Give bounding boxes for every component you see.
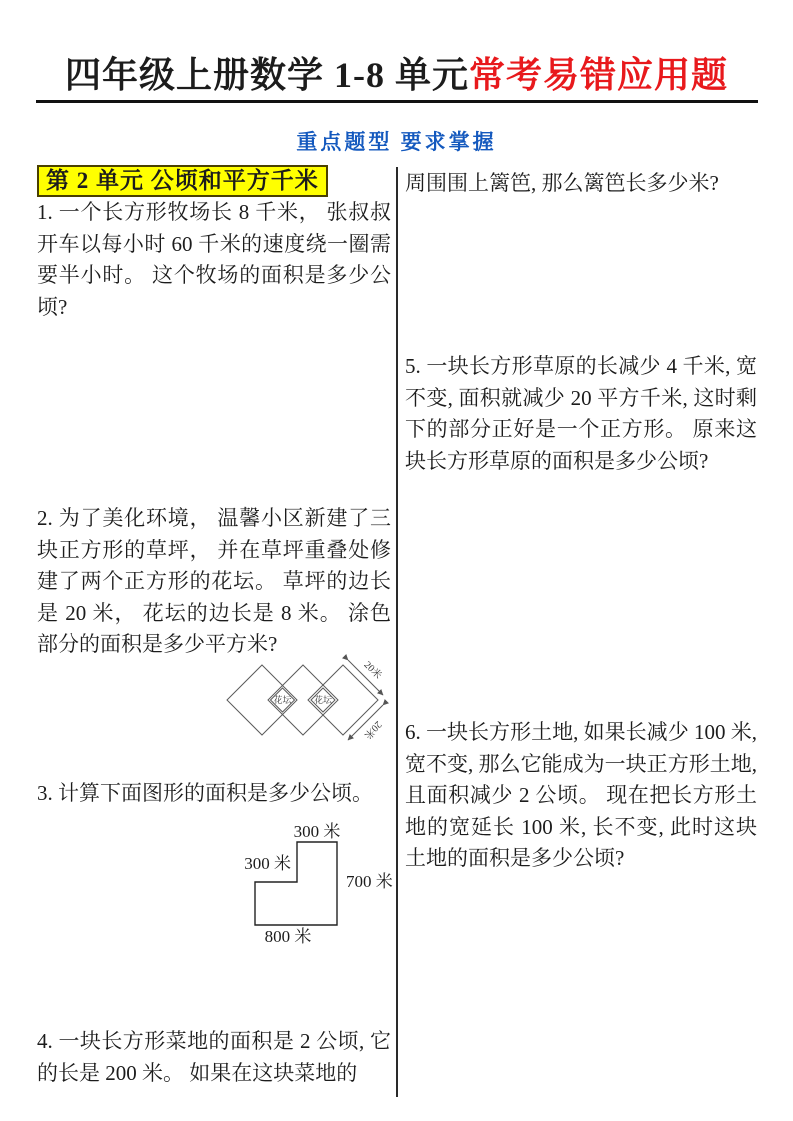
l-shape-dim-bottom: 800 米 (264, 927, 312, 946)
l-shape-dim-right: 700 米 (346, 872, 393, 891)
l-shape-dim-top: 300 米 (293, 822, 341, 841)
flowerbed-label-1: 花坛 (273, 695, 292, 705)
figure-overlapping-squares (222, 648, 400, 770)
problem-5-text: 5. 一块长方形草原的长减少 4 千米, 宽不变, 面积就减少 20 平方千米, 这时剩下的部分正好是一个正方形。 原来这块长方形草原的面积是多少公顷? (405, 354, 757, 473)
figure-l-shape (228, 814, 400, 950)
page-subtitle: 重点题型 要求掌握 (296, 130, 497, 154)
dimension-label-top: 20米 (361, 659, 384, 682)
problem-4-text: 4. 一块长方形菜地的面积是 2 公顷, 它的长是 200 米。 如果在这块菜地的 (37, 1029, 391, 1085)
title-underline (36, 100, 758, 103)
problem-3-text: 3. 计算下面图形的面积是多少公顷。 (37, 781, 373, 805)
problem-6-text: 6. 一块长方形土地, 如果长减少 100 米, 宽不变, 那么它能成为一块正方形土地, 且面积减少 2 公顷。 现在把长方形土地的宽延长 100 米, 长不变, 此时这块土地的面积是多少公顷? (405, 720, 757, 870)
page-title-black: 四年级上册数学 1-8 单元 (64, 55, 469, 95)
problem-2-text: 2. 为了美化环境， 温馨小区新建了三块正方形的草坪， 并在草坪重叠处修建了两个正方形的花坛。 草坪的边长是 20 米， 花坛的边长是 8 米。 涂色部分的面积是多少平方米? (37, 506, 391, 656)
dimension-label-bottom: 20米 (361, 718, 384, 741)
column-divider-line (396, 167, 398, 1097)
flowerbed-label-2: 花坛 (313, 695, 333, 705)
section-header-unit2: 第 2 单元 公顷和平方千米 (37, 165, 328, 197)
problem-4-continued-text: 周围围上篱笆, 那么篱笆长多少米? (405, 171, 719, 195)
problem-1-text: 1. 一个长方形牧场长 8 千米， 张叔叔开车以每小时 60 千米的速度绕一圈需要半小时。 这个牧场的面积是多少公顷? (37, 200, 391, 319)
page-title (0, 47, 793, 98)
page-title-red: 常考易错应用题 (468, 55, 728, 95)
l-shape-dim-left: 300 米 (244, 854, 291, 873)
